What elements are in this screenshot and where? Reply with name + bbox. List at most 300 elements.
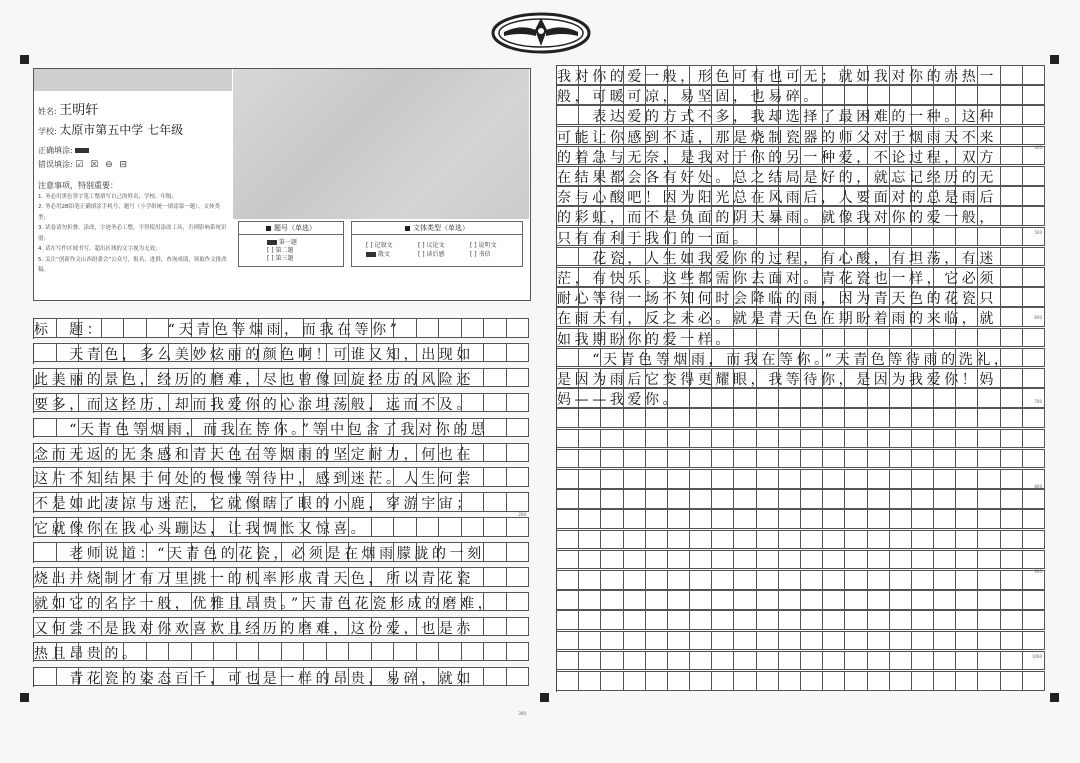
grid-cell: [757, 651, 779, 671]
grid-cell: [484, 318, 507, 338]
grid-cell: [757, 550, 779, 570]
grid-cell: [779, 429, 801, 449]
grid-cell: [956, 429, 978, 449]
grid-cell: [845, 85, 867, 105]
grid-row[interactable]: [556, 65, 1045, 86]
grid-cell: [1001, 408, 1023, 428]
grid-cell: [646, 509, 668, 529]
grid-cell: [1023, 408, 1045, 428]
grid-cell: [484, 492, 507, 512]
grid-cell: [668, 469, 690, 489]
grid-row[interactable]: [33, 492, 529, 513]
grid-cell: [890, 651, 912, 671]
grid-cell: [1001, 287, 1023, 307]
grid-cell: [394, 517, 417, 537]
grid-cell: [734, 328, 756, 348]
grid-cell: [507, 318, 530, 338]
grid-row[interactable]: [556, 85, 1045, 106]
grid-cell: [912, 449, 934, 469]
handwritten-line: 是因为雨后它变得更耀眼，我等待你，是因为我爱你！妈: [557, 372, 997, 388]
grid-cell: [912, 429, 934, 449]
grid-cell: [823, 550, 845, 570]
grid-cell: [624, 429, 646, 449]
grid-cell: [845, 449, 867, 469]
grid-row[interactable]: [556, 631, 1045, 652]
grid-count-label: 400: [1034, 144, 1042, 150]
grid-cell: [646, 610, 668, 630]
grid-cell: [668, 631, 690, 651]
grid-cell: [956, 489, 978, 509]
handwritten-line: 可能让你感到不适，那是烧制瓷器的师父对于烟雨天不来: [557, 129, 997, 146]
grid-cell: [890, 85, 912, 105]
grid-cell: [557, 610, 579, 630]
grid-cell: [934, 408, 956, 428]
grid-row[interactable]: [33, 467, 529, 488]
grid-cell: [439, 642, 462, 662]
grid-cell: [734, 570, 756, 590]
grid-cell: [557, 509, 579, 529]
grid-cell: [668, 671, 690, 691]
grid-cell: [801, 610, 823, 630]
grid-count-label: 500: [1034, 229, 1042, 235]
grid-cell: [690, 530, 712, 550]
grid-cell: [868, 227, 890, 247]
grid-cell: [484, 642, 507, 662]
grid-cell: [779, 610, 801, 630]
grid-row[interactable]: [33, 443, 529, 464]
grid-row[interactable]: [556, 408, 1045, 429]
grid-cell: [601, 590, 623, 610]
alignment-mark: [540, 693, 549, 702]
grid-cell: [1001, 186, 1023, 206]
grid-cell: [868, 85, 890, 105]
grid-cell: [507, 393, 530, 413]
school-field[interactable]: [38, 121, 183, 138]
grid-cell: [734, 610, 756, 630]
grid-cell: [484, 443, 507, 463]
grid-cell: [1001, 469, 1023, 489]
grid-cell: [169, 642, 192, 662]
grid-cell: [845, 530, 867, 550]
grid-row[interactable]: [556, 469, 1045, 490]
grid-cell: [1023, 287, 1045, 307]
grid-row[interactable]: [33, 542, 529, 563]
grid-cell: [601, 429, 623, 449]
grid-cell: [690, 631, 712, 651]
grid-cell: [978, 408, 1000, 428]
handwritten-line: 天青色，多么美妙炫丽的颜色啊！可谁又知，出现如: [34, 346, 474, 363]
grid-cell: [934, 509, 956, 529]
question-option-3[interactable]: [ ] 第三题: [267, 255, 294, 262]
grid-cell: [712, 429, 734, 449]
grid-cell: [690, 429, 712, 449]
grid-cell: [624, 449, 646, 469]
grid-cell: [579, 489, 601, 509]
grid-cell: [757, 610, 779, 630]
grid-cell: [823, 227, 845, 247]
grid-cell: [757, 449, 779, 469]
grid-cell: [845, 671, 867, 691]
grid-cell: [912, 671, 934, 691]
grid-row[interactable]: [556, 348, 1045, 369]
grid-cell: [956, 388, 978, 408]
grid-cell: [1023, 489, 1045, 509]
grid-cell: [868, 590, 890, 610]
grid-cell: [1001, 489, 1023, 509]
question-option-2[interactable]: [ ] 第二题: [267, 247, 294, 254]
grid-cell: [690, 651, 712, 671]
grid-row[interactable]: [33, 517, 529, 538]
grid-row[interactable]: [33, 667, 529, 688]
grid-row[interactable]: [556, 570, 1045, 591]
grid-cell: [147, 642, 170, 662]
grid-cell: [823, 590, 845, 610]
grid-row[interactable]: [33, 318, 529, 339]
grid-cell: [507, 443, 530, 463]
grid-cell: [712, 489, 734, 509]
grid-cell: [757, 469, 779, 489]
grid-count-label: 200: [518, 512, 526, 518]
grid-cell: [934, 469, 956, 489]
grid-row[interactable]: [556, 530, 1045, 551]
grid-cell: [823, 631, 845, 651]
grid-cell: [757, 227, 779, 247]
grid-row[interactable]: [556, 166, 1045, 187]
grid-cell: [890, 408, 912, 428]
grid-cell: [801, 671, 823, 691]
grid-row[interactable]: [556, 105, 1045, 126]
handwritten-line: 我对你的爱一般，形色可有也可无；就如我对你的赤热一: [557, 69, 997, 85]
grid-cell: [601, 509, 623, 529]
handwritten-line: 老师说道：“天青色的花瓷，必须是在烟雨朦胧的一刻: [34, 546, 485, 563]
grid-row[interactable]: [556, 287, 1045, 308]
grid-cell: [579, 530, 601, 550]
grid-count-label: 600: [1034, 314, 1042, 320]
grid-row[interactable]: [556, 671, 1045, 692]
student-info-box: [33, 68, 531, 301]
genre-option[interactable]: [ ] 书信: [470, 251, 491, 258]
grid-cell: [1023, 206, 1045, 226]
grid-cell: [1001, 247, 1023, 267]
genre-option[interactable]: [ ] 议论文: [418, 242, 445, 249]
grid-cell: [734, 449, 756, 469]
grid-cell: [646, 530, 668, 550]
grid-cell: [646, 449, 668, 469]
grid-cell: [1001, 146, 1023, 166]
grid-cell: [579, 408, 601, 428]
grid-row[interactable]: [556, 126, 1045, 147]
grid-cell: [912, 509, 934, 529]
grid-cell: [1023, 550, 1045, 570]
grid-cell: [1001, 328, 1023, 348]
grid-cell: [845, 570, 867, 590]
grid-cell: [624, 590, 646, 610]
grid-cell: [579, 469, 601, 489]
grid-cell: [779, 671, 801, 691]
grid-cell: [801, 429, 823, 449]
grid-cell: [912, 631, 934, 651]
grid-cell: [890, 550, 912, 570]
grid-cell: [890, 328, 912, 348]
grid-row[interactable]: [33, 418, 529, 439]
grid-row[interactable]: [556, 489, 1045, 510]
grid-cell: [394, 642, 417, 662]
grid-cell: [912, 388, 934, 408]
grid-cell: [779, 530, 801, 550]
grid-cell: [890, 429, 912, 449]
grid-row[interactable]: [556, 610, 1045, 631]
alignment-mark: [1050, 55, 1059, 64]
grid-cell: [868, 509, 890, 529]
grid-count-label: 1000: [1031, 653, 1042, 659]
grid-cell: [484, 567, 507, 587]
alignment-mark: [1050, 693, 1059, 702]
grid-cell: [890, 671, 912, 691]
grid-cell: [1001, 85, 1023, 105]
grid-row[interactable]: [33, 567, 529, 588]
grid-row[interactable]: [556, 509, 1045, 530]
grid-cell: [978, 631, 1000, 651]
grid-cell: [484, 368, 507, 388]
grid-cell: [978, 509, 1000, 529]
grid-cell: [956, 449, 978, 469]
genre-option[interactable]: [ ] 记叙文: [366, 242, 393, 249]
grid-cell: [601, 570, 623, 590]
grid-cell: [624, 530, 646, 550]
grid-cell: [801, 408, 823, 428]
grid-cell: [978, 550, 1000, 570]
grid-cell: [601, 408, 623, 428]
grid-cell: [757, 671, 779, 691]
grid-cell: [579, 671, 601, 691]
grid-cell: [779, 570, 801, 590]
grid-cell: [779, 590, 801, 610]
grid-cell: [845, 388, 867, 408]
grid-count-label: 300: [518, 711, 526, 717]
grid-row[interactable]: [556, 247, 1045, 268]
grid-cell: [690, 489, 712, 509]
grid-cell: [712, 570, 734, 590]
handwritten-line: 这片不知结果于何处的慢慢等待中，感到迷茫。人生何尝: [34, 471, 474, 488]
grid-cell: [484, 343, 507, 363]
grid-cell: [507, 567, 530, 587]
grid-cell: [1023, 368, 1045, 388]
grid-cell: [890, 610, 912, 630]
grid-cell: [934, 429, 956, 449]
grid-cell: [624, 631, 646, 651]
instruction-item: 2. 务必用2B铅笔正确填涂手机号、题号（小学组统一填涂第一题）、文体类型；: [38, 204, 221, 221]
grid-cell: [956, 469, 978, 489]
grid-count-label: 700: [1034, 399, 1042, 405]
school-value: 太原市第五中学 七年级: [59, 123, 184, 137]
grid-row[interactable]: [556, 388, 1045, 409]
grid-cell: [823, 328, 845, 348]
grid-cell: [934, 671, 956, 691]
left-writing-grid: [33, 318, 528, 717]
name-field[interactable]: [38, 99, 98, 118]
grid-cell: [646, 590, 668, 610]
genre-option[interactable]: [ ] 说明文: [470, 242, 497, 249]
grid-cell: [579, 509, 601, 529]
grid-cell: [956, 408, 978, 428]
grid-cell: [912, 570, 934, 590]
grid-cell: [1023, 449, 1045, 469]
grid-cell: [507, 542, 530, 562]
grid-cell: [801, 388, 823, 408]
grid-cell: [1001, 307, 1023, 327]
grid-cell: [912, 408, 934, 428]
grid-row[interactable]: [556, 307, 1045, 328]
grid-cell: [507, 617, 530, 637]
grid-cell: [1023, 429, 1045, 449]
grid-cell: [734, 550, 756, 570]
grid-cell: [237, 642, 260, 662]
grid-cell: [934, 449, 956, 469]
grid-cell: [1023, 348, 1045, 368]
grid-cell: [484, 393, 507, 413]
grid-cell: [1001, 206, 1023, 226]
grid-cell: [978, 227, 1000, 247]
grid-cell: [868, 671, 890, 691]
grid-cell: [579, 429, 601, 449]
grid-row[interactable]: [556, 449, 1045, 470]
grid-cell: [690, 449, 712, 469]
grid-cell: [934, 328, 956, 348]
grid-row[interactable]: [33, 368, 529, 389]
handwritten-line: 在雨天有，反之未必。就是青天色在期盼着雨的来临，就: [557, 311, 997, 328]
grid-row[interactable]: [556, 267, 1045, 288]
grid-row[interactable]: [556, 146, 1045, 167]
grid-cell: [912, 651, 934, 671]
grid-cell: [668, 530, 690, 550]
grid-cell: [507, 517, 530, 537]
genre-box: [351, 221, 523, 267]
grid-cell: [557, 590, 579, 610]
grid-cell: [845, 328, 867, 348]
grid-cell: [690, 408, 712, 428]
grid-cell: [579, 651, 601, 671]
handwritten-line: 奈与心酸吧！因为阳光总在风雨后，人要面对的总是雨后: [557, 190, 997, 207]
instruction-item: 5. 关注“创新作文山西组委会”公众号，报名、进群，查询成绩，领取作文批改稿。: [38, 256, 227, 273]
grid-row[interactable]: [556, 590, 1045, 611]
correct-fill-example: [38, 145, 89, 156]
instruction-item: 4. 请在写作区域书写，超出区域的文字视为无效；: [38, 246, 161, 252]
grid-cell: [712, 509, 734, 529]
grid-cell: [934, 388, 956, 408]
grid-cell: [757, 429, 779, 449]
grid-cell: [912, 489, 934, 509]
grid-cell: [579, 631, 601, 651]
question-option-1[interactable]: 第一题: [267, 237, 297, 246]
grid-cell: [912, 469, 934, 489]
grid-cell: [934, 651, 956, 671]
grid-row[interactable]: [556, 227, 1045, 248]
grid-row[interactable]: [33, 642, 529, 663]
grid-cell: [890, 590, 912, 610]
grid-cell: [690, 509, 712, 529]
grid-cell: [601, 631, 623, 651]
grid-cell: [956, 85, 978, 105]
grid-cell: [1023, 328, 1045, 348]
handwritten-line: 此美丽的景色，经历的磨难，尽也曾像回旋经历的风险还: [34, 371, 474, 388]
grid-cell: [668, 651, 690, 671]
correct-fill-label: 正确填涂:: [38, 146, 73, 155]
grid-cell: [507, 667, 530, 687]
grid-cell: [304, 642, 327, 662]
grid-row[interactable]: [556, 328, 1045, 349]
grid-row[interactable]: [33, 592, 529, 613]
grid-row[interactable]: [33, 393, 529, 414]
grid-cell: [1023, 166, 1045, 186]
grid-cell: [1023, 186, 1045, 206]
grid-cell: [801, 550, 823, 570]
grid-cell: [868, 388, 890, 408]
grid-row[interactable]: [33, 343, 529, 364]
grid-cell: [934, 570, 956, 590]
grid-cell: [712, 610, 734, 630]
grid-cell: [579, 570, 601, 590]
wing-emblem-logo: [490, 10, 592, 56]
grid-cell: [823, 85, 845, 105]
alignment-mark: [20, 693, 29, 702]
grid-cell: [668, 408, 690, 428]
handwritten-line: 茫，有快乐。这些都需你去面对。青花瓷也一样，它必须: [557, 271, 997, 287]
grid-cell: [978, 570, 1000, 590]
grid-cell: [1001, 590, 1023, 610]
school-label: 学校:: [38, 127, 57, 136]
grid-cell: [779, 328, 801, 348]
grid-cell: [712, 530, 734, 550]
grid-cell: [690, 469, 712, 489]
grid-cell: [912, 530, 934, 550]
grid-cell: [956, 651, 978, 671]
grid-row[interactable]: [556, 651, 1045, 672]
grid-cell: [462, 517, 485, 537]
grid-cell: [192, 642, 215, 662]
genre-option-selected[interactable]: 散文: [366, 249, 390, 258]
grid-cell: [601, 651, 623, 671]
grid-cell: [956, 570, 978, 590]
grid-cell: [868, 449, 890, 469]
grid-cell: [823, 671, 845, 691]
handwritten-line: 般，可暖可凉，易坚固，也易碎。: [557, 89, 821, 106]
grid-cell: [601, 469, 623, 489]
grid-cell: [417, 318, 440, 338]
grid-row[interactable]: [556, 368, 1045, 389]
grid-cell: [1023, 267, 1045, 287]
grid-row[interactable]: [556, 550, 1045, 571]
grid-row[interactable]: [556, 186, 1045, 207]
grid-cell: [757, 509, 779, 529]
grid-row[interactable]: [556, 429, 1045, 450]
grid-cell: [507, 343, 530, 363]
grid-cell: [868, 530, 890, 550]
grid-cell: [1001, 65, 1023, 85]
grid-cell: [668, 590, 690, 610]
grid-cell: [801, 590, 823, 610]
grid-cell: [712, 590, 734, 610]
grid-row[interactable]: [556, 206, 1045, 227]
grid-cell: [912, 85, 934, 105]
genre-option[interactable]: [ ] 读后感: [418, 251, 445, 258]
grid-cell: [801, 469, 823, 489]
grid-row[interactable]: [33, 617, 529, 638]
grid-cell: [845, 509, 867, 529]
grid-cell: [579, 610, 601, 630]
grid-cell: [624, 469, 646, 489]
name-value: 王明轩: [59, 103, 99, 118]
grid-cell: [890, 570, 912, 590]
